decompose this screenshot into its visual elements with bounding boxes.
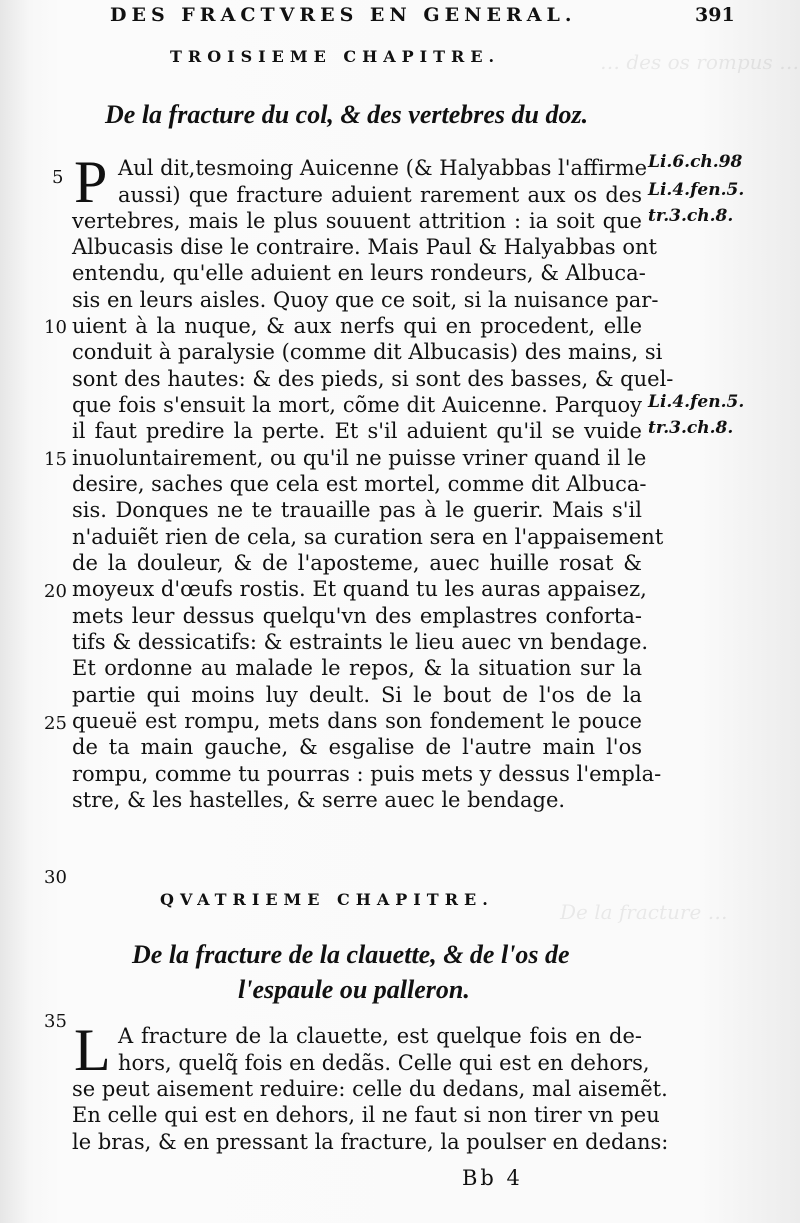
text-line: A fracture de la clauette, est quelque fois en de-: [118, 1024, 642, 1048]
chapter-heading: TROISIEME CHAPITRE.: [170, 47, 501, 66]
line-number: 10: [44, 317, 67, 338]
text-line: moyeux d'œufs rostis. Et quand tu les auras appaisez,: [72, 577, 647, 601]
chapter-subtitle: l'espaule ou palleron.: [238, 975, 470, 1004]
chapter-title: De la fracture de la clauette, & de l'os de: [132, 940, 570, 969]
text-line: Et ordonne au malade le repos, & la situation sur la: [72, 656, 642, 680]
text-line: hors, quelq̃ fois en dedãs. Celle qui est en dehors,: [118, 1051, 650, 1075]
text-line: n'aduiẽt rien de cela, sa curation sera en l'appaisement: [72, 525, 664, 549]
text-line: entendu, qu'elle aduient en leurs rondeurs, & Albuca-: [72, 261, 646, 285]
text-line: sis en leurs aisles. Quoy que ce soit, si la nuisance par-: [72, 288, 659, 312]
text-line: queuë est rompu, mets dans son fondement le pouce: [72, 709, 642, 733]
text-line: tifs & dessicatifs: & estraints le lieu auec vn bendage.: [72, 630, 649, 654]
text-line: de ta main gauche, & esgalise de l'autre main l'os: [72, 735, 642, 759]
text-line: se peut aisement reduire: celle du dedans, mal aisemẽt.: [72, 1077, 668, 1101]
text-line: de la douleur, & de l'aposteme, auec huille rosat &: [72, 551, 642, 575]
margin-note: Li.4.fen.5.: [648, 180, 745, 200]
text-line: aussi) que fracture aduient rarement aux os des: [118, 183, 642, 207]
text-line: inuoluntairement, ou qu'il ne puisse vriner quand il le: [72, 446, 647, 470]
text-line: En celle qui est en dehors, il ne faut si non tirer vn peu: [72, 1103, 660, 1127]
text-line: partie qui moins luy deult. Si le bout de l'os de la: [72, 683, 642, 707]
chapter-title: De la fracture du col, & des vertebres du doz.: [105, 100, 589, 129]
text-line: conduit à paralysie (comme dit Albucasis) des mains, si: [72, 340, 663, 364]
chapter-heading: QVATRIEME CHAPITRE.: [160, 890, 494, 909]
text-line: il faut predire la perte. Et s'il aduient qu'il se vuide: [72, 419, 642, 443]
text-line: mets leur dessus quelqu'vn des emplastres conforta-: [72, 604, 642, 628]
text-line: rompu, comme tu pourras : puis mets y dessus l'empla-: [72, 762, 662, 786]
text-line: stre, & les hastelles, & serre auec le bendage.: [72, 788, 566, 812]
text-line: sont des hautes: & des pieds, si sont des basses, & quel-: [72, 367, 674, 391]
text-line: que fois s'ensuit la mort, cõme dit Auicenne. Parquoy: [72, 393, 642, 417]
line-number: 20: [44, 581, 67, 602]
line-number: 15: [44, 449, 67, 470]
drop-cap: P: [74, 149, 108, 215]
text-line: vertebres, mais le plus souuent attrition : ia soit que: [72, 209, 642, 233]
text-line: desire, saches que cela est mortel, comme dit Albuca-: [72, 472, 647, 496]
text-line: sis. Donques ne te trauaille pas à le guerir. Mais s'il: [72, 498, 642, 522]
line-number: 25: [44, 713, 67, 734]
text-line: le bras, & en pressant la fracture, la poulser en dedans:: [72, 1130, 669, 1154]
text-line: Aul dit,tesmoing Auicenne (& Halyabbas l'affirme: [118, 156, 648, 180]
margin-note: tr.3.ch.8.: [648, 418, 734, 438]
drop-cap: L: [74, 1017, 111, 1083]
margin-note: tr.3.ch.8.: [648, 206, 734, 226]
margin-note: Li.6.ch.98: [648, 152, 743, 172]
line-number: 35: [44, 1011, 67, 1032]
text-line: uient à la nuque, & aux nerfs qui en procedent, elle: [72, 314, 642, 338]
margin-note: Li.4.fen.5.: [648, 392, 745, 412]
line-number: 30: [44, 867, 67, 888]
signature-mark: Bb 4: [462, 1166, 523, 1190]
running-head: DES FRACTVRES EN GENERAL.: [110, 4, 577, 26]
bleed-through-text: De la fracture …: [560, 900, 728, 924]
text-line: Albucasis dise le contraire. Mais Paul & Halyabbas ont: [72, 235, 657, 259]
page-number: 391: [695, 4, 735, 26]
line-number: 5: [52, 167, 64, 188]
bleed-through-text: … des os rompus …: [600, 50, 800, 74]
